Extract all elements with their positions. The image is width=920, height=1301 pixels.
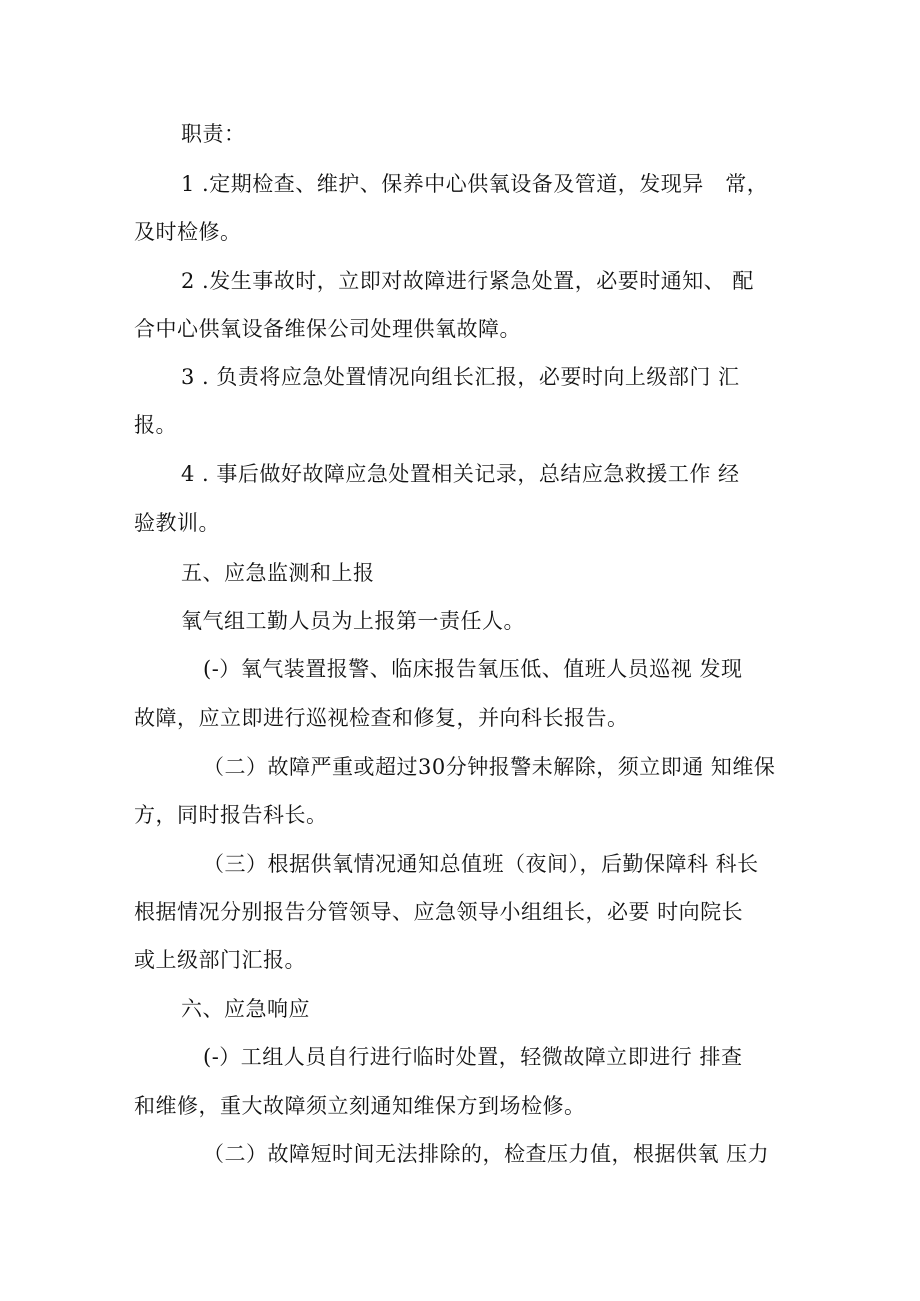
text-line: 或上级部门汇报。 — [134, 948, 306, 972]
section-heading: 五、应急监测和上报 — [181, 561, 375, 585]
text-line: 验教训。 — [134, 511, 220, 535]
text-line: 1 .定期检查、维护、保养中心供氧设备及管道，发现异 常， — [181, 172, 769, 196]
text-line: 职责： — [181, 122, 246, 146]
text-line: 合中心供氧设备维保公司处理供氧故障。 — [134, 317, 521, 341]
text-line: 氧气组工勤人员为上报第一责任人。 — [181, 609, 525, 633]
text-line: （二）故障短时间无法排除的，检查压力值，根据供氧 压力 — [203, 1142, 770, 1166]
text-line: 及时检修。 — [134, 220, 242, 244]
text-line: （三）根据供氧情况通知总值班（夜间），后勤保障科 科长 — [203, 852, 759, 876]
section-heading: 六、应急响应 — [181, 997, 310, 1021]
text-line: （二）故障严重或超过30分钟报警未解除，须立即通 知维保 — [203, 755, 776, 779]
text-line: 2 .发生事故时，立即对故障进行紧急处置，必要时通知、 配 — [181, 269, 754, 293]
text-line: (-）氧气装置报警、临床报告氧压低、值班人员巡视 发现 — [203, 657, 743, 681]
text-line: 故障，应立即进行巡视检查和修复，并向科长报告。 — [134, 706, 629, 730]
text-line: (-）工组人员自行进行临时处置，轻微故障立即进行 排查 — [203, 1045, 743, 1069]
text-line: 报。 — [134, 413, 177, 437]
text-line: 和维修，重大故障须立刻通知维保方到场检修。 — [134, 1094, 586, 1118]
text-line: 根据情况分别报告分管领导、应急领导小组组长，必要 时向院长 — [134, 900, 744, 924]
text-line: 方，同时报告科长。 — [134, 803, 328, 827]
text-line: 3 . 负责将应急处置情况向组长汇报，必要时向上级部门 汇 — [181, 365, 740, 389]
text-line: 4 . 事后做好故障应急处置相关记录，总结应急救援工作 经 — [181, 462, 740, 486]
